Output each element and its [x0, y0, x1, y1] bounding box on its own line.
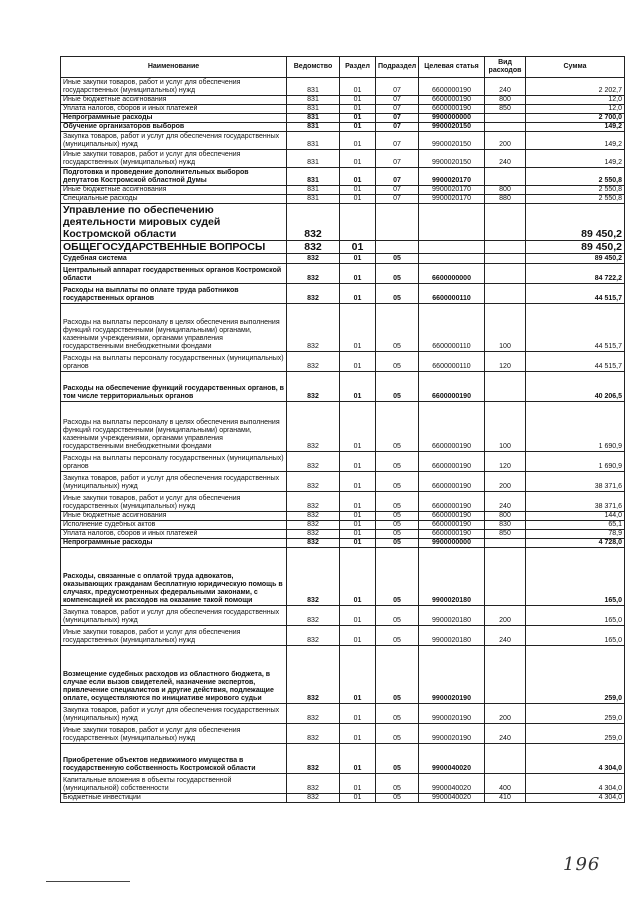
- cell-amount: 38 371,6: [526, 492, 625, 512]
- cell-section: 01: [340, 241, 376, 254]
- cell-section: 01: [340, 521, 376, 530]
- cell-target-article: 9900020180: [419, 548, 485, 606]
- cell-name: Судебная система: [61, 254, 287, 264]
- cell-section: 01: [340, 195, 376, 204]
- cell-subsection: 07: [376, 186, 419, 195]
- cell-section: 01: [340, 492, 376, 512]
- footnote-divider: [46, 881, 130, 882]
- cell-expense-type: 240: [485, 724, 526, 744]
- cell-amount: 2 550,8: [526, 186, 625, 195]
- cell-name: Расходы на выплаты персоналу в целях обеспечения выполнения функций государственными (муниципальными) органами, казенными учреждениями, органами управления государственными внебюджетными фондами: [61, 402, 287, 452]
- cell-department: 832: [287, 352, 340, 372]
- table-header-row: [61, 57, 625, 78]
- cell-amount: 89 450,2: [526, 241, 625, 254]
- cell-expense-type: [485, 123, 526, 132]
- cell-name: Уплата налогов, сборов и иных платежей: [61, 105, 287, 114]
- cell-subsection: 05: [376, 402, 419, 452]
- cell-name: Управление по обеспечению деятельности мировых судей Костромской области: [61, 204, 287, 241]
- cell-expense-type: [485, 254, 526, 264]
- cell-section: 01: [340, 78, 376, 96]
- cell-department: 831: [287, 105, 340, 114]
- cell-expense-type: [485, 646, 526, 704]
- cell-department: 832: [287, 548, 340, 606]
- cell-target-article: 6600000190: [419, 452, 485, 472]
- cell-subsection: 05: [376, 539, 419, 548]
- cell-expense-type: 240: [485, 78, 526, 96]
- cell-section: 01: [340, 132, 376, 150]
- cell-name: Закупка товаров, работ и услуг для обеспечения государственных (муниципальных) нужд: [61, 132, 287, 150]
- cell-department: 832: [287, 452, 340, 472]
- header-subsection: Подраздел: [376, 57, 419, 78]
- cell-subsection: [376, 241, 419, 254]
- cell-subsection: 05: [376, 372, 419, 402]
- cell-name: Иные бюджетные ассигнования: [61, 186, 287, 195]
- cell-section: 01: [340, 105, 376, 114]
- cell-department: 832: [287, 254, 340, 264]
- cell-department: 832: [287, 646, 340, 704]
- header-expense-type: Вид расходов: [485, 57, 526, 78]
- cell-subsection: 05: [376, 548, 419, 606]
- header-target-article: Целевая статья: [419, 57, 485, 78]
- cell-name: Иные закупки товаров, работ и услуг для обеспечения государственных (муниципальных) нужд: [61, 626, 287, 646]
- cell-section: 01: [340, 254, 376, 264]
- cell-section: 01: [340, 264, 376, 284]
- cell-subsection: 05: [376, 606, 419, 626]
- cell-expense-type: [485, 264, 526, 284]
- cell-department: 832: [287, 606, 340, 626]
- table-row: [61, 548, 625, 606]
- cell-amount: 259,0: [526, 704, 625, 724]
- table-row: [61, 168, 625, 186]
- cell-target-article: 9900040020: [419, 774, 485, 794]
- cell-amount: 259,0: [526, 646, 625, 704]
- cell-amount: 2 700,0: [526, 114, 625, 123]
- cell-section: 01: [340, 452, 376, 472]
- cell-expense-type: 200: [485, 704, 526, 724]
- cell-amount: 149,2: [526, 132, 625, 150]
- cell-department: 831: [287, 78, 340, 96]
- cell-target-article: 9900040020: [419, 794, 485, 803]
- cell-department: 831: [287, 96, 340, 105]
- cell-subsection: 07: [376, 114, 419, 123]
- cell-amount: 149,2: [526, 150, 625, 168]
- cell-subsection: 05: [376, 530, 419, 539]
- cell-amount: 84 722,2: [526, 264, 625, 284]
- cell-expense-type: [485, 168, 526, 186]
- budget-table-sheet: [60, 56, 624, 803]
- cell-subsection: 05: [376, 452, 419, 472]
- cell-name: Специальные расходы: [61, 195, 287, 204]
- cell-amount: 2 550,8: [526, 195, 625, 204]
- cell-target-article: 9900020180: [419, 626, 485, 646]
- table-row: [61, 794, 625, 803]
- table-row: [61, 606, 625, 626]
- cell-subsection: 07: [376, 96, 419, 105]
- cell-name: Возмещение судебных расходов из областного бюджета, в случае если вызов свидетелей, назначение экспертов, привлечение специалистов и другие действия, подлежащие оплате, осуществляются по инициативе мирового судьи: [61, 646, 287, 704]
- cell-subsection: 05: [376, 794, 419, 803]
- cell-expense-type: [485, 744, 526, 774]
- cell-subsection: 05: [376, 492, 419, 512]
- cell-section: 01: [340, 626, 376, 646]
- cell-section: 01: [340, 96, 376, 105]
- cell-expense-type: [485, 204, 526, 241]
- cell-target-article: 6600000190: [419, 105, 485, 114]
- cell-name: Обучение организаторов выборов: [61, 123, 287, 132]
- header-section: Раздел: [340, 57, 376, 78]
- table-row: [61, 626, 625, 646]
- cell-name: Непрограммные расходы: [61, 114, 287, 123]
- cell-subsection: 05: [376, 284, 419, 304]
- cell-name: Центральный аппарат государственных органов Костромской области: [61, 264, 287, 284]
- cell-expense-type: [485, 241, 526, 254]
- cell-subsection: 05: [376, 646, 419, 704]
- cell-target-article: 6600000190: [419, 492, 485, 512]
- cell-section: 01: [340, 539, 376, 548]
- cell-name: ОБЩЕГОСУДАРСТВЕННЫЕ ВОПРОСЫ: [61, 241, 287, 254]
- table-row: [61, 114, 625, 123]
- cell-section: 01: [340, 168, 376, 186]
- cell-subsection: 05: [376, 626, 419, 646]
- cell-target-article: 6600000190: [419, 521, 485, 530]
- table-row: [61, 96, 625, 105]
- cell-expense-type: 400: [485, 774, 526, 794]
- cell-expense-type: 800: [485, 96, 526, 105]
- cell-department: 832: [287, 264, 340, 284]
- cell-name: Исполнение судебных актов: [61, 521, 287, 530]
- cell-subsection: 05: [376, 264, 419, 284]
- cell-name: Иные закупки товаров, работ и услуг для обеспечения государственных (муниципальных) нужд: [61, 150, 287, 168]
- cell-name: Непрограммные расходы: [61, 539, 287, 548]
- cell-section: 01: [340, 606, 376, 626]
- cell-target-article: 9900020190: [419, 724, 485, 744]
- cell-subsection: 05: [376, 521, 419, 530]
- cell-target-article: 9900040020: [419, 744, 485, 774]
- cell-department: 832: [287, 521, 340, 530]
- cell-expense-type: 200: [485, 606, 526, 626]
- cell-section: 01: [340, 186, 376, 195]
- cell-name: Иные бюджетные ассигнования: [61, 96, 287, 105]
- table-row: [61, 254, 625, 264]
- cell-department: 832: [287, 372, 340, 402]
- table-row: [61, 744, 625, 774]
- cell-section: 01: [340, 284, 376, 304]
- cell-target-article: 6600000190: [419, 372, 485, 402]
- cell-target-article: 9900000000: [419, 114, 485, 123]
- cell-subsection: 05: [376, 774, 419, 794]
- table-row: [61, 264, 625, 284]
- table-row: [61, 724, 625, 744]
- cell-amount: 44 515,7: [526, 352, 625, 372]
- cell-section: 01: [340, 530, 376, 539]
- cell-target-article: 9900020150: [419, 123, 485, 132]
- table-row: [61, 241, 625, 254]
- cell-section: 01: [340, 304, 376, 352]
- cell-target-article: 6600000190: [419, 96, 485, 105]
- cell-subsection: 07: [376, 123, 419, 132]
- cell-amount: 4 728,0: [526, 539, 625, 548]
- cell-name: Закупка товаров, работ и услуг для обеспечения государственных (муниципальных) нужд: [61, 472, 287, 492]
- cell-amount: 44 515,7: [526, 304, 625, 352]
- cell-expense-type: 240: [485, 626, 526, 646]
- cell-department: 832: [287, 794, 340, 803]
- cell-amount: 149,2: [526, 123, 625, 132]
- cell-section: 01: [340, 724, 376, 744]
- cell-subsection: 07: [376, 105, 419, 114]
- cell-amount: 165,0: [526, 606, 625, 626]
- cell-subsection: 07: [376, 132, 419, 150]
- cell-target-article: 9900000000: [419, 539, 485, 548]
- cell-expense-type: 100: [485, 304, 526, 352]
- cell-amount: 65,1: [526, 521, 625, 530]
- cell-amount: 4 304,0: [526, 744, 625, 774]
- cell-subsection: 07: [376, 195, 419, 204]
- header-amount: Сумма: [526, 57, 625, 78]
- cell-subsection: 05: [376, 352, 419, 372]
- cell-target-article: 6600000000: [419, 264, 485, 284]
- cell-amount: 2 202,7: [526, 78, 625, 96]
- cell-department: 832: [287, 724, 340, 744]
- cell-target-article: 6600000190: [419, 530, 485, 539]
- cell-department: 832: [287, 472, 340, 492]
- table-row: [61, 78, 625, 96]
- cell-expense-type: 880: [485, 195, 526, 204]
- cell-target-article: 9900020170: [419, 186, 485, 195]
- cell-department: 831: [287, 114, 340, 123]
- table-row: [61, 304, 625, 352]
- cell-name: Иные закупки товаров, работ и услуг для обеспечения государственных (муниципальных) нужд: [61, 724, 287, 744]
- cell-department: 831: [287, 168, 340, 186]
- cell-department: 832: [287, 744, 340, 774]
- table-row: [61, 704, 625, 724]
- cell-section: 01: [340, 794, 376, 803]
- cell-department: 831: [287, 123, 340, 132]
- cell-subsection: 05: [376, 304, 419, 352]
- cell-name: Расходы на обеспечение функций государственных органов, в том числе территориальных органов: [61, 372, 287, 402]
- cell-department: 831: [287, 150, 340, 168]
- cell-name: Иные закупки товаров, работ и услуг для обеспечения государственных (муниципальных) нужд: [61, 492, 287, 512]
- cell-expense-type: 120: [485, 352, 526, 372]
- cell-subsection: 07: [376, 150, 419, 168]
- cell-department: 832: [287, 304, 340, 352]
- cell-target-article: 9900020150: [419, 150, 485, 168]
- cell-expense-type: [485, 284, 526, 304]
- cell-department: 832: [287, 402, 340, 452]
- table-row: [61, 150, 625, 168]
- cell-section: 01: [340, 123, 376, 132]
- table-row: [61, 452, 625, 472]
- cell-amount: 38 371,6: [526, 472, 625, 492]
- cell-expense-type: 830: [485, 521, 526, 530]
- cell-expense-type: 410: [485, 794, 526, 803]
- cell-name: Расходы на выплаты по оплате труда работников государственных органов: [61, 284, 287, 304]
- cell-section: 01: [340, 548, 376, 606]
- cell-expense-type: 100: [485, 402, 526, 452]
- table-row: [61, 646, 625, 704]
- cell-name: Капитальные вложения в объекты государственной (муниципальной) собственности: [61, 774, 287, 794]
- cell-department: 832: [287, 626, 340, 646]
- table-row: [61, 472, 625, 492]
- cell-department: 832: [287, 539, 340, 548]
- cell-expense-type: 800: [485, 512, 526, 521]
- cell-expense-type: [485, 114, 526, 123]
- cell-department: 832: [287, 512, 340, 521]
- cell-expense-type: [485, 539, 526, 548]
- cell-amount: 2 550,8: [526, 168, 625, 186]
- table-row: [61, 539, 625, 548]
- cell-target-article: 9900020190: [419, 704, 485, 724]
- cell-target-article: 6600000110: [419, 352, 485, 372]
- cell-expense-type: 120: [485, 452, 526, 472]
- table-row: [61, 774, 625, 794]
- cell-department: 832: [287, 704, 340, 724]
- cell-target-article: 6600000110: [419, 284, 485, 304]
- cell-target-article: 6600000190: [419, 78, 485, 96]
- cell-expense-type: 200: [485, 132, 526, 150]
- cell-section: 01: [340, 150, 376, 168]
- cell-target-article: 9900020150: [419, 132, 485, 150]
- cell-section: 01: [340, 472, 376, 492]
- cell-subsection: 05: [376, 704, 419, 724]
- cell-name: Иные закупки товаров, работ и услуг для обеспечения государственных (муниципальных) нужд: [61, 78, 287, 96]
- cell-department: 831: [287, 186, 340, 195]
- cell-expense-type: [485, 372, 526, 402]
- table-row: [61, 195, 625, 204]
- cell-target-article: [419, 241, 485, 254]
- cell-subsection: 05: [376, 512, 419, 521]
- cell-target-article: 6600000190: [419, 512, 485, 521]
- table-row: [61, 284, 625, 304]
- cell-amount: 4 304,0: [526, 774, 625, 794]
- cell-subsection: [376, 204, 419, 241]
- cell-section: 01: [340, 646, 376, 704]
- cell-amount: 259,0: [526, 724, 625, 744]
- cell-subsection: 05: [376, 724, 419, 744]
- cell-target-article: 6600000190: [419, 402, 485, 452]
- cell-section: 01: [340, 704, 376, 724]
- cell-section: 01: [340, 114, 376, 123]
- cell-amount: 89 450,2: [526, 254, 625, 264]
- cell-target-article: 9900020170: [419, 168, 485, 186]
- cell-subsection: 05: [376, 744, 419, 774]
- cell-name: Расходы на выплаты персоналу государственных (муниципальных) органов: [61, 352, 287, 372]
- header-name: Наименование: [61, 57, 287, 78]
- cell-target-article: 9900020180: [419, 606, 485, 626]
- cell-name: Расходы, связанные с оплатой труда адвокатов, оказывающих гражданам бесплатную юридическую помощь в случаях, предусмотренных федеральными законами, с компенсацией их расходов на оказание такой помощи: [61, 548, 287, 606]
- cell-target-article: 9900020190: [419, 646, 485, 704]
- cell-department: 832: [287, 530, 340, 539]
- cell-name: Расходы на выплаты персоналу в целях обеспечения выполнения функций государственными (муниципальными) органами, казенными учреждениями, органами управления государственными внебюджетными фондами: [61, 304, 287, 352]
- cell-section: 01: [340, 402, 376, 452]
- cell-department: 832: [287, 492, 340, 512]
- cell-department: 832: [287, 204, 340, 241]
- cell-department: 832: [287, 284, 340, 304]
- cell-amount: 40 206,5: [526, 372, 625, 402]
- cell-expense-type: 800: [485, 186, 526, 195]
- cell-amount: 165,0: [526, 626, 625, 646]
- cell-amount: 44 515,7: [526, 284, 625, 304]
- cell-amount: 144,0: [526, 512, 625, 521]
- cell-name: Закупка товаров, работ и услуг для обеспечения государственных (муниципальных) нужд: [61, 606, 287, 626]
- cell-subsection: 05: [376, 472, 419, 492]
- cell-department: 832: [287, 241, 340, 254]
- cell-target-article: 6600000110: [419, 304, 485, 352]
- table-row: [61, 402, 625, 452]
- cell-amount: 78,9: [526, 530, 625, 539]
- cell-section: 01: [340, 744, 376, 774]
- header-department: Ведомство: [287, 57, 340, 78]
- cell-name: Расходы на выплаты персоналу государственных (муниципальных) органов: [61, 452, 287, 472]
- cell-target-article: 9900020170: [419, 195, 485, 204]
- page-number: 196: [563, 854, 601, 875]
- cell-section: 01: [340, 512, 376, 521]
- cell-section: [340, 204, 376, 241]
- cell-expense-type: 240: [485, 492, 526, 512]
- table-row: [61, 105, 625, 114]
- cell-amount: 4 304,0: [526, 794, 625, 803]
- cell-subsection: 07: [376, 168, 419, 186]
- cell-amount: 12,0: [526, 96, 625, 105]
- cell-target-article: [419, 204, 485, 241]
- cell-name: Приобретение объектов недвижимого имущества в государственную собственность Костромской области: [61, 744, 287, 774]
- cell-section: 01: [340, 372, 376, 402]
- cell-expense-type: [485, 548, 526, 606]
- table-row: [61, 132, 625, 150]
- cell-department: 832: [287, 774, 340, 794]
- cell-amount: 12,0: [526, 105, 625, 114]
- cell-section: 01: [340, 774, 376, 794]
- table-row: [61, 352, 625, 372]
- table-row: [61, 186, 625, 195]
- cell-expense-type: 240: [485, 150, 526, 168]
- cell-subsection: 07: [376, 78, 419, 96]
- table-row: [61, 492, 625, 512]
- cell-amount: 165,0: [526, 548, 625, 606]
- cell-amount: 1 690,9: [526, 452, 625, 472]
- cell-name: Закупка товаров, работ и услуг для обеспечения государственных (муниципальных) нужд: [61, 704, 287, 724]
- cell-name: Уплата налогов, сборов и иных платежей: [61, 530, 287, 539]
- cell-amount: 89 450,2: [526, 204, 625, 241]
- cell-expense-type: 200: [485, 472, 526, 492]
- cell-subsection: 05: [376, 254, 419, 264]
- cell-target-article: [419, 254, 485, 264]
- table-row: [61, 123, 625, 132]
- table-row: [61, 530, 625, 539]
- cell-amount: 1 690,9: [526, 402, 625, 452]
- cell-name: Подготовка и проведение дополнительных выборов депутатов Костромской областной Думы: [61, 168, 287, 186]
- cell-department: 831: [287, 132, 340, 150]
- cell-expense-type: 850: [485, 530, 526, 539]
- table-row: [61, 521, 625, 530]
- cell-expense-type: 850: [485, 105, 526, 114]
- cell-department: 831: [287, 195, 340, 204]
- cell-section: 01: [340, 352, 376, 372]
- cell-name: Иные бюджетные ассигнования: [61, 512, 287, 521]
- table-row: [61, 512, 625, 521]
- table-row: [61, 372, 625, 402]
- cell-target-article: 6600000190: [419, 472, 485, 492]
- table-row: [61, 204, 625, 241]
- cell-name: Бюджетные инвестиции: [61, 794, 287, 803]
- budget-table: [60, 56, 625, 803]
